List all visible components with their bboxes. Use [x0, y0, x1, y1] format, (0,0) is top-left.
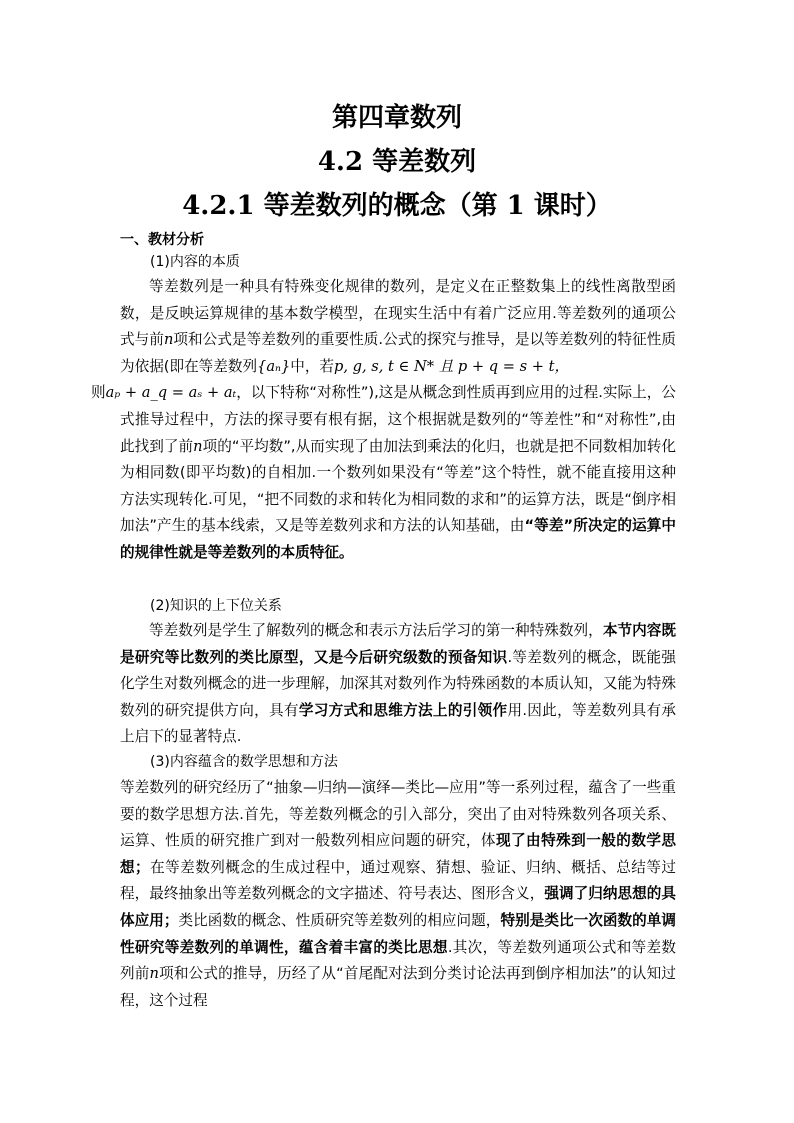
section-title: 4.2 等差数列 [317, 147, 477, 177]
text-run: 类比函数的概念、性质研究等差数列的相应问题， [178, 911, 501, 929]
math-thinking-paragraph [120, 775, 676, 1014]
var-n: n [193, 437, 203, 455]
emphasis-text: 本节内容既是研究等比数列的类比原型，又是今后研究级数的预备知识 [120, 622, 676, 666]
emphasis-text: 学习方式和思维方法上的引领作 [298, 701, 508, 719]
emphasis-text: 现了由特殊到一般的数学思想； [120, 832, 676, 876]
emphasis-text: 特别是类比一次函数的单调性研究等差数列的单调性，蕴含着丰富的类比思想 [120, 911, 676, 956]
text-run: 中，若 [290, 357, 335, 375]
knowledge-relation-heading: (2)知识的上下位关系 [150, 598, 282, 614]
var-n: n [163, 331, 174, 349]
teaching-analysis-heading: 一、教材分析 [120, 232, 204, 248]
emphasis-text: 强调了归纳思想的具体应用； [120, 885, 676, 929]
knowledge-relation-paragraph [120, 618, 676, 751]
text-run: 等差数列是一种具有特殊变化规律的数列，是定义在正整数集上的线性离散型函数，是反映运算规律的基本数学模型，在现实生活中有着广泛应用.等差数列的通项公式与前 [120, 278, 676, 349]
text-run: 项的“平均数”,从而实现了由加法到乘法的化归，也就是把不同数相加转化为相同数(即平均数)的自相加.一个数列如果没有“等差”这个特性，就不能直接用这种方法实现转化.可见，“把不同数的求和转化为相同数的求和”的运算方法，既是“倒序相加法”产生的基本线索，又是等差数列求和方法的认知基础，由 [120, 437, 676, 535]
lesson-title: 4.2.1 等差数列的概念（第 1 课时） [182, 191, 612, 221]
sequence-symbol: {aₙ} [257, 357, 291, 375]
text-run: .其次，等差数列通项公式和等差数列前 [120, 938, 676, 983]
content-essence-heading: (1)内容的本质 [150, 254, 240, 270]
emphasis-text: “等差”所决定的运算中的规律性就是等差数列的本质特征。 [120, 517, 676, 561]
index-condition: p, g, s, t ∈ N* 且 p + q = s + t， [334, 357, 570, 375]
text-run: .等差数列的概念，既能强化学生对数列概念的进一步理解，加深其对数列作为特殊函数的本质认知，又能为特殊数列的研究提供方向，具有 [120, 648, 676, 719]
content-essence-paragraph [91, 274, 676, 567]
var-n: n [149, 965, 159, 983]
text-run: 项和公式的推导，历经了从“首尾配对法到分类讨论法再到倒序相加法”的认知过程，这个过程 [120, 965, 676, 1009]
text-run: 等差数列的研究经历了“抽象—归纳—演绎—类比—应用”等一系列过程，蕴含了一些重要的数学思想方法.首先，等差数列概念的引入部分，突出了由对特殊数列各项关系、运算、性质的研究推广到对一般数列相应问题的研究，体 [120, 779, 676, 850]
text-run: ，以下特称“对称性”),这是从概念到性质再到应用的过程.实际上，公式推导过程中，方法的探寻要有根有据，这个根据就是数列的“等差性”和“对称性”,由此找到了前 [120, 384, 676, 455]
math-thinking-heading: (3)内容蕴含的数学思想和方法 [150, 754, 338, 770]
chapter-title: 第四章数列 [331, 103, 462, 133]
text-run: 用.因此，等差数列具有承上启下的显著特点. [120, 701, 676, 746]
text-run: 则 [91, 384, 106, 402]
text-run: 项和公式是等差数列的重要性质.公式的探究与推导，是以等差数列的特征性质为依据(即在等差数列 [120, 331, 676, 375]
text-run: 在等差数列概念的生成过程中，通过观察、猜想、验证、归纳、概括、总结等过程，最终抽象出等差数列概念的文字描述、符号表达、图形含义， [120, 858, 676, 903]
text-run: 等差数列是学生了解数列的概念和表示方法后学习的第一种特殊数列， [149, 622, 603, 639]
symmetry-relation: aₚ + a_q = aₛ + aₜ [105, 384, 237, 402]
